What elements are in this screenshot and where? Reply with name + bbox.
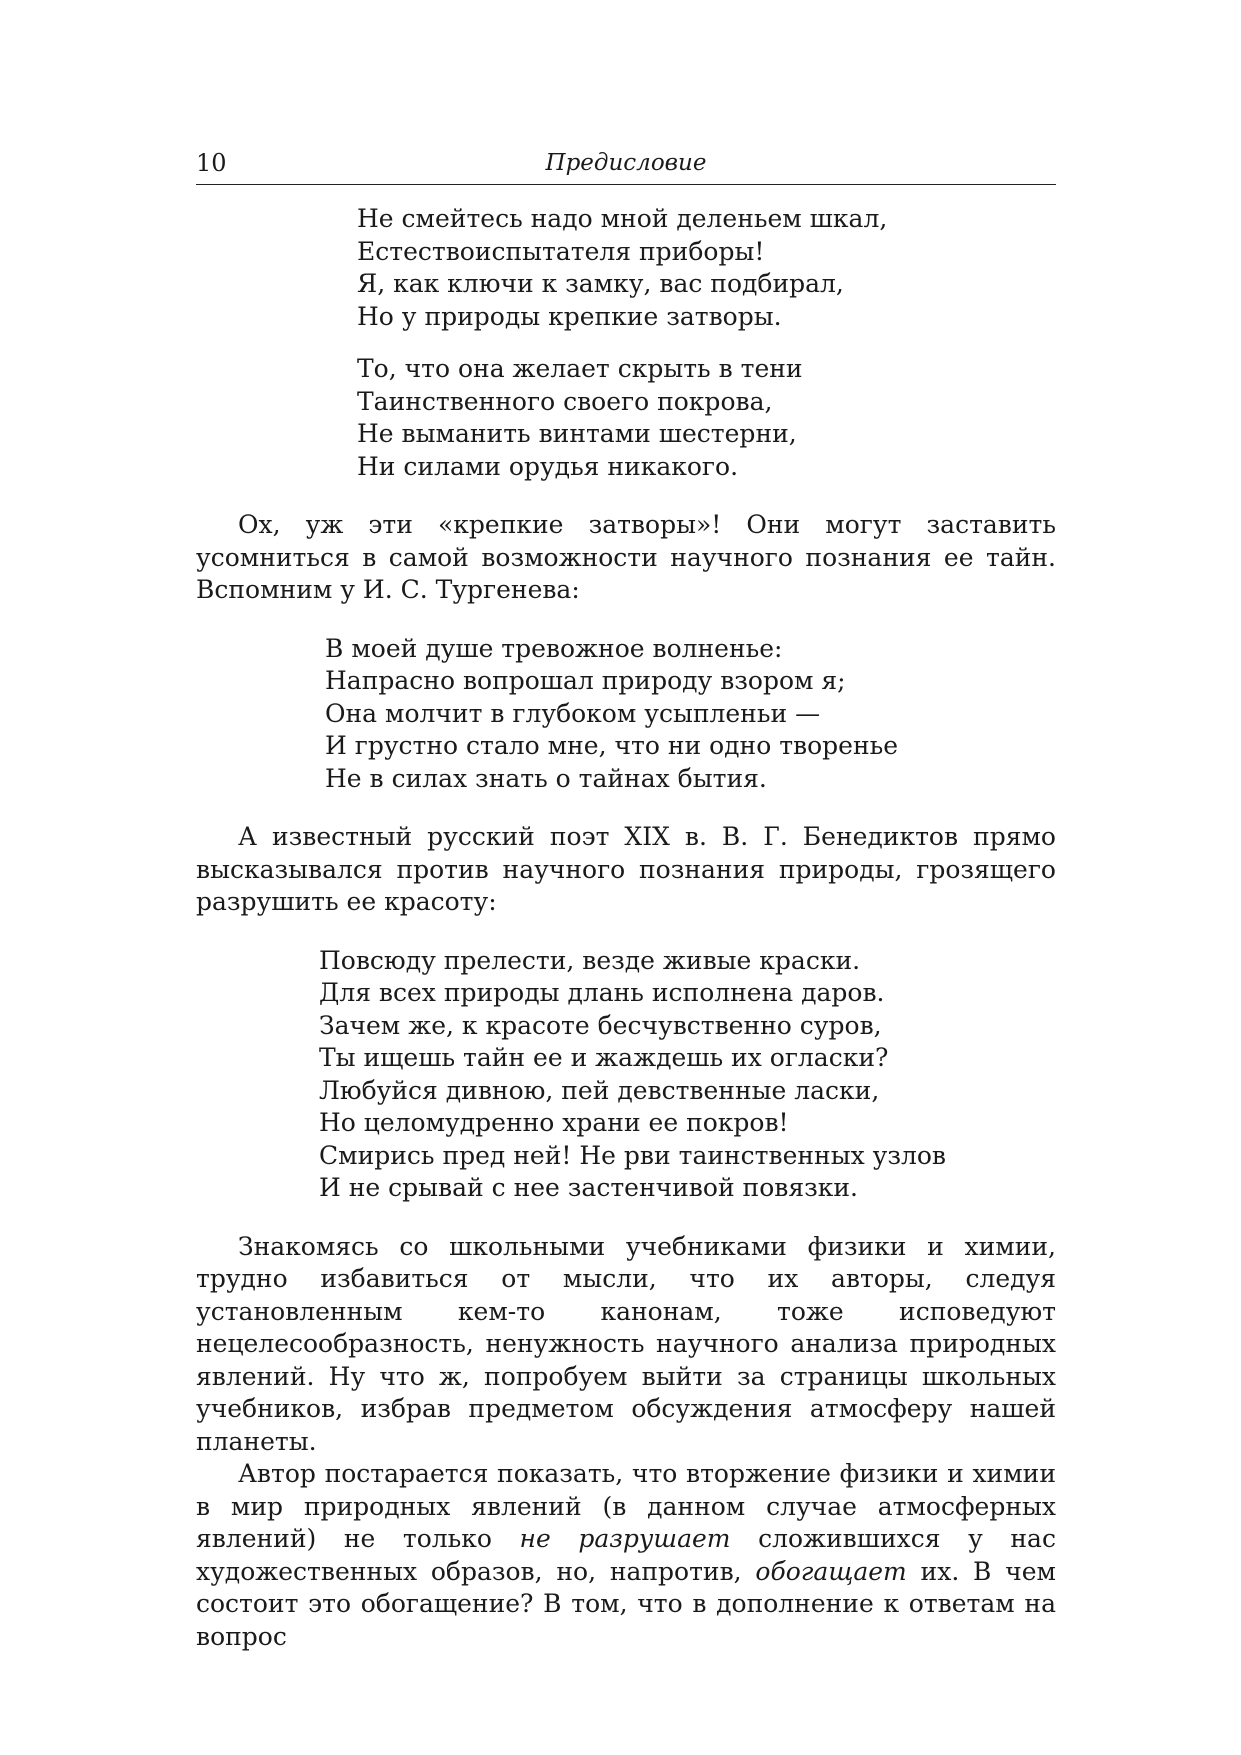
poem-line: Я, как ключи к замку, вас подбирал,	[357, 269, 844, 298]
poem-line: Напрасно вопрошал природу взором я;	[325, 666, 846, 695]
poem-line: И не срывай с нее застенчивой повязки.	[319, 1173, 858, 1202]
poem-line: Повсюду прелести, везде живые краски.	[319, 945, 861, 975]
poem-line: В моей душе тревожное волненье:	[325, 633, 783, 663]
poem-line: Но у природы крепкие затворы.	[357, 301, 782, 331]
text-run: Автор постарается показать, что вторжение физики и химии в мир природных явлений (в данном случае атмосферных явлений) не только	[196, 1459, 1056, 1553]
poem-line: Не смейтесь надо мной деленьем шкал,	[357, 204, 888, 233]
poem-line: Но целомудренно храни ее покров!	[319, 1108, 789, 1137]
poem-turgenev	[325, 633, 1056, 796]
poem-line: Ты ищешь тайн ее и жаждешь их огласки?	[319, 1043, 889, 1072]
page-header	[196, 148, 1056, 185]
poem-line: То, что она желает скрыть в тени	[357, 354, 803, 383]
poem-line: Таинственного своего покрова,	[357, 386, 773, 416]
poem-stanza-1	[357, 203, 1056, 333]
poem-line: Естествоиспытателя приборы!	[357, 236, 765, 266]
poem-line: Она молчит в глубоком усыпленьи —	[325, 698, 821, 728]
paragraph-textbooks: Знакомясь со школьными учебниками физики и химии, трудно избавиться от мысли, что их авторы, следуя установленным кем-то канонам, тоже исповедуют нецелесообразность, ненужность научного анализа природных явлений. Ну что ж, попробуем выйти за страницы школьных учебников, избрав предметом обсуждения атмосферу нашей планеты.	[196, 1231, 1056, 1456]
running-title: Предисловие	[545, 150, 707, 176]
paragraph-benediktov-intro: А известный русский поэт XIX в. В. Г. Бенедиктов прямо высказывался против научного познания природы, грозящего разрушить ее красоту:	[196, 822, 1056, 916]
paragraph-turgenev-intro: Ох, уж эти «крепкие затворы»! Они могут заставить усомниться в самой возможности научного познания ее тайн. Вспомним у И. С. Тургенева:	[196, 510, 1056, 604]
poem-benediktov	[319, 945, 1056, 1205]
poem-line: Не в силах знать о тайнах бытия.	[325, 763, 767, 793]
poem-line: Не выманить винтами шестерни,	[357, 419, 797, 448]
poem-epigraph	[357, 203, 1056, 483]
poem-line: И грустно стало мне, что ни одно творенье	[325, 731, 899, 760]
book-page	[196, 148, 1056, 1653]
page-number: 10	[196, 149, 227, 177]
text-run: их. В чем состоит это обогащение? В том, что в дополнение к ответам на вопрос	[196, 1556, 1056, 1651]
poem-line: Зачем же, к красоте бесчувственно суров,	[319, 1010, 882, 1040]
poem-line: Ни силами орудья никакого.	[357, 451, 739, 481]
text-run: сложившихся у нас художественных образов, но, напротив,	[196, 1524, 1056, 1586]
poem-stanza-2	[357, 353, 1056, 483]
paragraph-author-intent	[196, 1458, 1056, 1653]
emphasis-text: не разрушает	[519, 1524, 731, 1553]
poem-line: Любуйся дивною, пей девственные ласки,	[319, 1075, 880, 1105]
emphasis-text: обогащает	[755, 1556, 907, 1586]
poem-line: Для всех природы длань исполнена даров.	[319, 978, 885, 1007]
poem-line: Смирись пред ней! Не рви таинственных узлов	[319, 1140, 946, 1170]
